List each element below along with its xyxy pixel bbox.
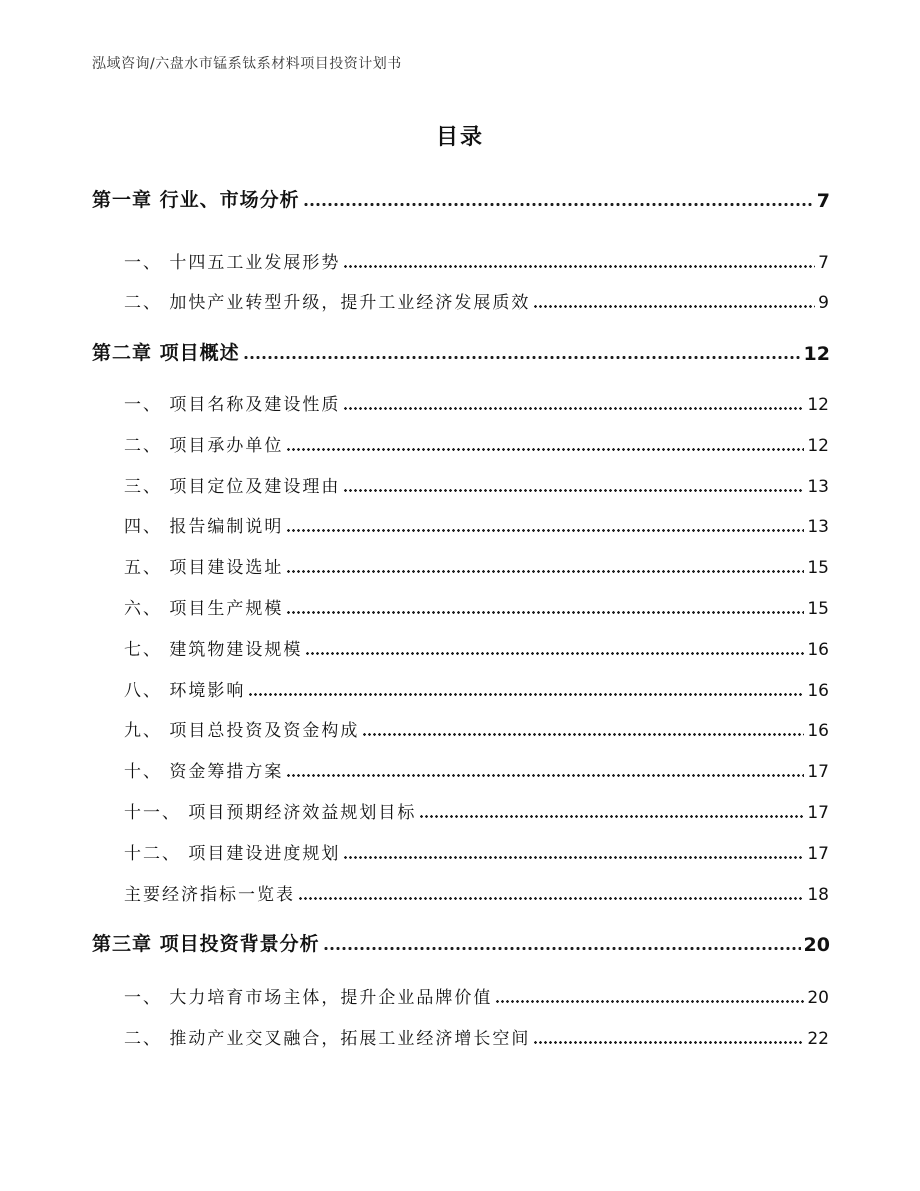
toc-section-entry[interactable] [124,880,829,905]
toc-section-entry[interactable] [124,594,829,619]
toc-page-number: 15 [807,558,829,578]
toc-section-entry[interactable] [124,757,829,782]
toc-entry-label: 八、 环境影响 [124,681,246,701]
toc-entry-label: 第二章 项目概述 [92,342,240,364]
toc-dot-leader [286,529,804,532]
toc-entry-label: 二、 加快产业转型升级，提升工业经济发展质效 [124,293,531,313]
toc-page-number: 17 [807,803,829,823]
toc-page-number: 9 [818,293,829,313]
toc-section-entry[interactable] [124,553,829,578]
toc-entry-label: 一、 大力培育市场主体，提升企业品牌价值 [124,988,493,1008]
toc-entry-label: 五、 项目建设选址 [124,558,284,578]
toc-dot-leader [495,1000,804,1003]
toc-section-entry[interactable] [124,676,829,701]
toc-section-entry[interactable] [124,635,829,660]
toc-entry-label: 七、 建筑物建设规模 [124,640,303,660]
toc-dot-leader [343,265,815,268]
toc-page-number: 15 [807,599,829,619]
toc-page-number: 18 [807,885,829,905]
toc-entry-label: 二、 项目承办单位 [124,436,284,456]
toc-page-number: 12 [807,436,829,456]
running-header: 泓域咨询/六盘水市锰系钛系材料项目投资计划书 [92,56,402,72]
toc-section-entry[interactable] [124,983,829,1008]
toc-dot-leader [533,305,815,308]
toc-page-number: 12 [807,395,829,415]
toc-section-entry[interactable] [124,716,829,741]
toc-entry-label: 第一章 行业、市场分析 [92,189,300,211]
toc-dot-leader [286,611,804,614]
toc-section-entry[interactable] [124,431,829,456]
toc-entry-label: 十、 资金筹措方案 [124,762,284,782]
toc-entry-label: 九、 项目总投资及资金构成 [124,721,360,741]
toc-dot-leader [298,897,804,900]
toc-page-number: 12 [803,343,830,365]
toc-dot-leader [419,815,804,818]
toc-chapter-entry[interactable] [92,185,830,212]
toc-dot-leader [286,570,804,573]
toc-page-number: 22 [807,1029,829,1049]
toc-page-number: 16 [807,721,829,741]
toc-dot-leader [533,1041,804,1044]
toc-section-entry[interactable] [124,512,829,537]
toc-entry-label: 四、 报告编制说明 [124,517,284,537]
toc-dot-leader [343,489,804,492]
toc-dot-leader [343,856,804,859]
toc-page-number: 7 [816,190,830,212]
toc-entry-label: 第三章 项目投资背景分析 [92,933,320,955]
toc-dot-leader [343,407,804,410]
toc-section-entry[interactable] [124,248,829,273]
toc-page-number: 13 [807,477,829,497]
toc-entry-label: 一、 十四五工业发展形势 [124,253,341,273]
toc-section-entry[interactable] [124,390,829,415]
toc-dot-leader [303,203,814,206]
toc-dot-leader [286,774,804,777]
toc-entry-label: 十一、 项目预期经济效益规划目标 [124,803,417,823]
toc-dot-leader [243,356,801,359]
toc-page-number: 17 [807,762,829,782]
toc-entry-label: 六、 项目生产规模 [124,599,284,619]
toc-dot-leader [305,652,804,655]
toc-section-entry[interactable] [124,472,829,497]
toc-page-number: 20 [807,988,829,1008]
toc-section-entry[interactable] [124,798,829,823]
toc-title: 目录 [435,125,484,150]
toc-dot-leader [362,733,804,736]
toc-chapter-entry[interactable] [92,929,830,956]
toc-section-entry[interactable] [124,839,829,864]
toc-entry-label: 三、 项目定位及建设理由 [124,477,341,497]
toc-entry-label: 二、 推动产业交叉融合，拓展工业经济增长空间 [124,1029,531,1049]
toc-page-number: 17 [807,844,829,864]
toc-page-number: 16 [807,640,829,660]
toc-page-number: 20 [803,934,830,956]
toc-page-number: 7 [818,253,829,273]
toc-entry-label: 十二、 项目建设进度规划 [124,844,341,864]
toc-page-number: 13 [807,517,829,537]
toc-section-entry[interactable] [124,288,829,313]
toc-page-number: 16 [807,681,829,701]
toc-chapter-entry[interactable] [92,338,830,365]
toc-entry-label: 主要经济指标一览表 [124,885,295,905]
toc-entry-label: 一、 项目名称及建设性质 [124,395,341,415]
toc-dot-leader [248,693,804,696]
toc-section-entry[interactable] [124,1024,829,1049]
toc-dot-leader [323,947,801,950]
toc-dot-leader [286,448,804,451]
